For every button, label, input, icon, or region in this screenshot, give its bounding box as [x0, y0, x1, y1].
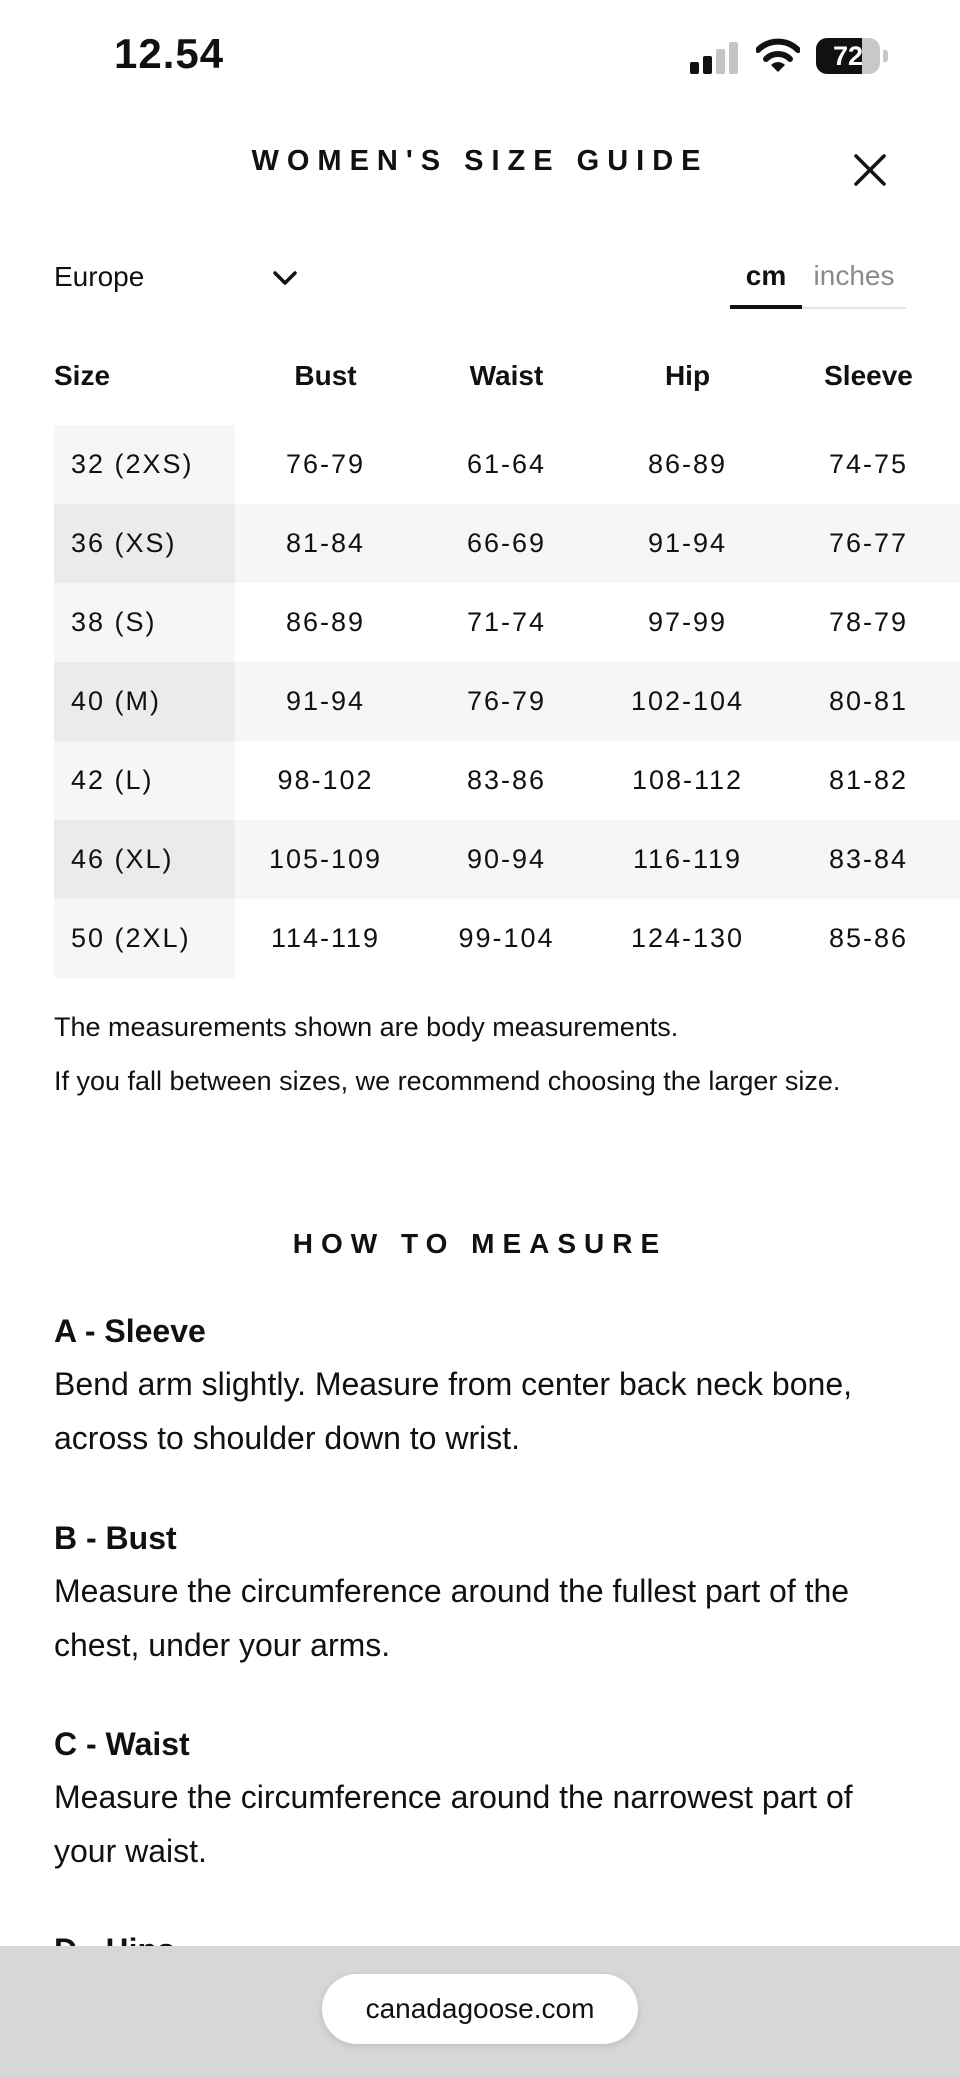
waist-cell: 76-79 — [466, 686, 547, 716]
hip-cell: 86-89 — [647, 449, 728, 479]
region-select-value: Europe — [54, 261, 145, 292]
sleeve-cell: 83-84 — [828, 844, 909, 874]
battery-percent: 72 — [832, 41, 864, 71]
sleeve-cell: 74-75 — [828, 449, 909, 479]
hip-cell: 108-112 — [631, 765, 744, 795]
sleeve-cell: 81-82 — [828, 765, 909, 795]
size-cell: 38 (S) — [54, 583, 235, 662]
column-header-sleeve: Sleeve — [824, 360, 913, 391]
wifi-icon — [756, 38, 800, 74]
bust-cell: 114-119 — [270, 923, 381, 953]
table-row — [54, 425, 960, 504]
size-table — [54, 425, 960, 978]
active-tab-indicator — [730, 305, 802, 309]
table-row — [54, 504, 960, 583]
battery-icon — [816, 38, 890, 74]
bust-cell: 81-84 — [285, 528, 366, 558]
measure-item-waist — [54, 1718, 914, 1878]
bust-cell: 76-79 — [285, 449, 366, 479]
table-row — [54, 583, 960, 662]
column-header-bust: Bust — [294, 360, 357, 391]
sleeve-cell: 85-86 — [828, 923, 909, 953]
waist-cell: 71-74 — [466, 607, 547, 637]
hip-cell: 91-94 — [647, 528, 728, 558]
sleeve-cell: 76-77 — [828, 528, 909, 558]
waist-cell: 61-64 — [466, 449, 547, 479]
size-cell: 46 (XL) — [54, 820, 235, 899]
browser-address-bar — [0, 1946, 960, 2077]
size-cell: 32 (2XS) — [54, 425, 235, 504]
measurement-note: The measurements shown are body measurements. — [54, 1012, 679, 1042]
tab-cm[interactable]: cm — [745, 260, 787, 291]
chevron-down-icon — [272, 265, 298, 291]
status-time: 12.54 — [114, 30, 225, 77]
measure-item-bust — [54, 1512, 914, 1672]
column-header-hip: Hip — [664, 360, 711, 391]
bust-cell: 98-102 — [277, 765, 374, 795]
size-table-header — [54, 360, 960, 404]
size-cell: 50 (2XL) — [54, 899, 235, 978]
measure-item-title: C - Waist — [54, 1726, 190, 1762]
measure-item-text: Measure the circumference around the narrowest part of your waist. — [54, 1779, 853, 1869]
measure-item-text: Measure the circumference around the fullest part of the chest, under your arms. — [54, 1573, 850, 1663]
bust-cell: 91-94 — [285, 686, 366, 716]
table-row — [54, 741, 960, 820]
tab-inches[interactable]: inches — [813, 260, 895, 291]
page-title: WOMEN'S SIZE GUIDE — [251, 145, 709, 177]
close-icon[interactable] — [848, 148, 892, 192]
status-bar — [0, 0, 960, 110]
region-select[interactable] — [54, 255, 304, 301]
waist-cell: 99-104 — [458, 923, 555, 953]
size-cell: 36 (XS) — [54, 504, 235, 583]
column-header-size: Size — [54, 360, 111, 391]
sleeve-cell: 78-79 — [828, 607, 909, 637]
hip-cell: 97-99 — [647, 607, 728, 637]
measure-item-title: A - Sleeve — [54, 1313, 206, 1349]
waist-cell: 66-69 — [466, 528, 547, 558]
hip-cell: 116-119 — [632, 844, 743, 874]
cellular-signal-icon — [690, 42, 742, 74]
table-row — [54, 662, 960, 741]
measure-item-text: Bend arm slightly. Measure from center back neck bone, across to shoulder down to wrist. — [54, 1366, 852, 1456]
size-cell: 40 (M) — [54, 662, 235, 741]
measure-item-sleeve — [54, 1305, 914, 1465]
size-cell: 42 (L) — [54, 741, 235, 820]
url-field[interactable]: canadagoose.com — [322, 1974, 638, 2044]
hip-cell: 124-130 — [630, 923, 745, 953]
bust-cell: 105-109 — [268, 844, 383, 874]
sleeve-cell: 80-81 — [828, 686, 909, 716]
bust-cell: 86-89 — [285, 607, 366, 637]
table-row — [54, 820, 960, 899]
measure-item-title: B - Bust — [54, 1520, 177, 1556]
how-to-measure-heading: HOW TO MEASURE — [292, 1228, 668, 1259]
waist-cell: 90-94 — [466, 844, 547, 874]
hip-cell: 102-104 — [630, 686, 745, 716]
unit-toggle — [730, 252, 906, 310]
column-header-waist: Waist — [469, 360, 544, 391]
waist-cell: 83-86 — [466, 765, 547, 795]
sizing-recommendation-note: If you fall between sizes, we recommend choosing the larger size. — [54, 1066, 841, 1096]
table-row — [54, 899, 960, 978]
